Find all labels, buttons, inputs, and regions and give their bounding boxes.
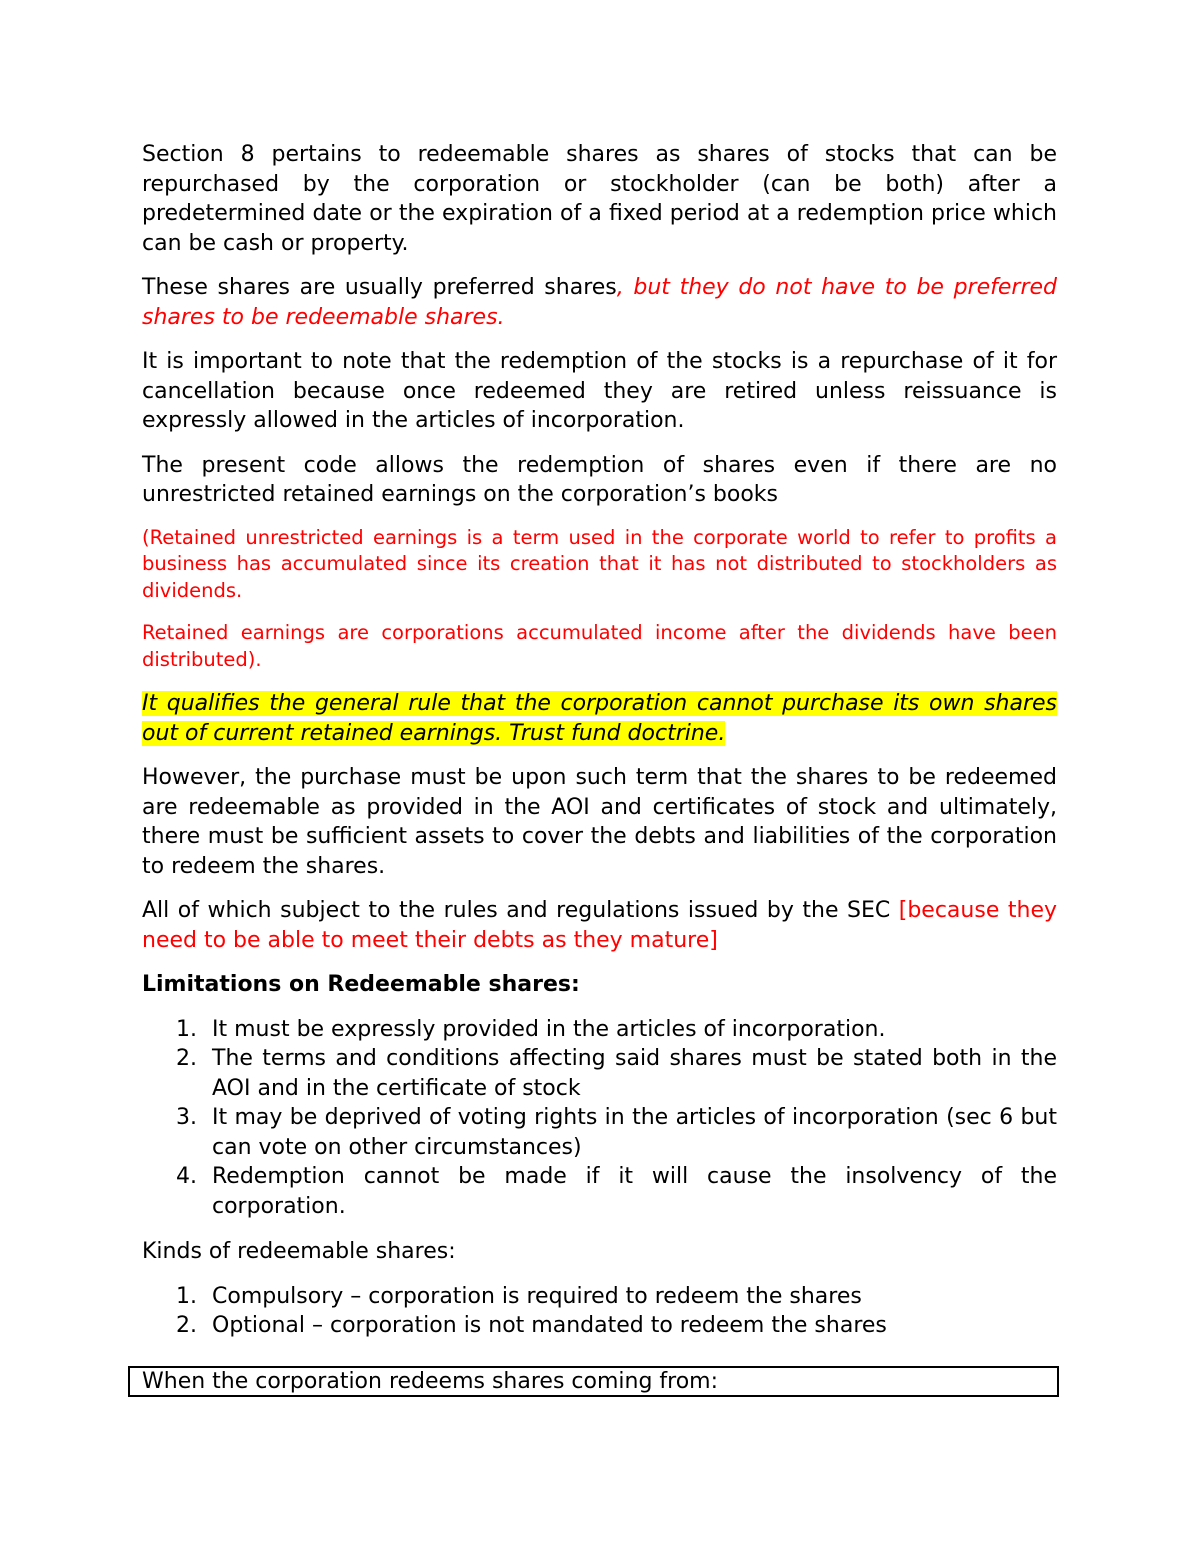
limitations-list	[142, 1015, 1057, 1222]
list-number: 4.	[176, 1164, 197, 1189]
list-item	[142, 1311, 1057, 1341]
paragraph-general-rule	[142, 689, 1057, 748]
paragraph-retained-earnings: Retained earnings are corporations accumulated income after the dividends have been distributed).	[142, 621, 1057, 671]
list-number: 1.	[176, 1016, 197, 1042]
list-item-text: Optional – corporation is not mandated to redeem the shares	[212, 1313, 887, 1338]
preferred-shares-text: These shares are usually preferred shares	[142, 275, 617, 300]
paragraph-retained-unrestricted-earnings: (Retained unrestricted earnings is a term used in the corporate world to refer to profits a business has accumulated since its creation that it has not distributed to stockholders as dividends.	[142, 525, 1057, 602]
list-number: 2.	[176, 1313, 197, 1338]
list-item	[142, 1015, 1057, 1045]
paragraph-sec-rules	[142, 896, 1057, 955]
sec-rules-note: [because they need to be able to meet their debts as they mature]	[142, 898, 1057, 953]
list-item-text: Compulsory – corporation is required to redeem the shares	[212, 1283, 862, 1309]
paragraph-redemption-cancellation: It is important to note that the redemption of the stocks is a repurchase of it for cancellation because once redeemed they are retired unless reissuance is expressly allowed in the articles of incorporation.	[142, 349, 1057, 433]
limitations-heading: Limitations on Redeemable shares:	[142, 972, 580, 997]
document-page	[142, 140, 1057, 1357]
list-item	[142, 1162, 1057, 1221]
list-number: 1.	[176, 1283, 197, 1309]
list-item-text: Redemption cannot be made if it will cause the insolvency of the corporation.	[212, 1164, 1057, 1219]
kinds-heading: Kinds of redeemable shares:	[142, 1239, 456, 1264]
paragraph-section-8: Section 8 pertains to redeemable shares as shares of stocks that can be repurchased by the corporation or stockholder (can be both) after a predetermined date or the expiration of a fixed period at a redemption price which can be cash or property.	[142, 142, 1057, 256]
list-item-text: The terms and conditions affecting said shares must be stated both in the AOI and in the certificate of stock	[212, 1046, 1057, 1101]
kinds-list	[142, 1282, 1057, 1341]
sec-rules-text: All of which subject to the rules and regulations issued by the SEC	[142, 898, 899, 923]
paragraph-preferred-shares	[142, 273, 1057, 332]
list-item-text: It may be deprived of voting rights in the articles of incorporation (sec 6 but can vote on other circumstances)	[212, 1105, 1057, 1160]
preferred-shares-note: , but they do not have to be preferred shares to be redeemable shares.	[142, 275, 1058, 330]
paragraph-present-code: The present code allows the redemption of shares even if there are no unrestricted retained earnings on the corporation’s books	[142, 452, 1057, 507]
list-number: 3.	[176, 1105, 197, 1130]
list-item	[142, 1103, 1057, 1162]
highlighted-general-rule: It qualifies the general rule that the corporation cannot purchase its own shares out of current retained earnings. Trust fund doctrine.	[142, 691, 1057, 746]
list-item	[142, 1282, 1057, 1312]
list-item	[142, 1044, 1057, 1103]
table-header-cell: When the corporation redeems shares coming from:	[128, 1366, 1059, 1397]
list-item-text: It must be expressly provided in the articles of incorporation.	[212, 1016, 886, 1042]
list-number: 2.	[176, 1046, 197, 1071]
paragraph-purchase-terms: However, the purchase must be upon such term that the shares to be redeemed are redeemable as provided in the AOI and certificates of stock and ultimately, there must be sufficient assets to cover the debts and liabilities of the corporation to redeem the shares.	[142, 765, 1057, 879]
